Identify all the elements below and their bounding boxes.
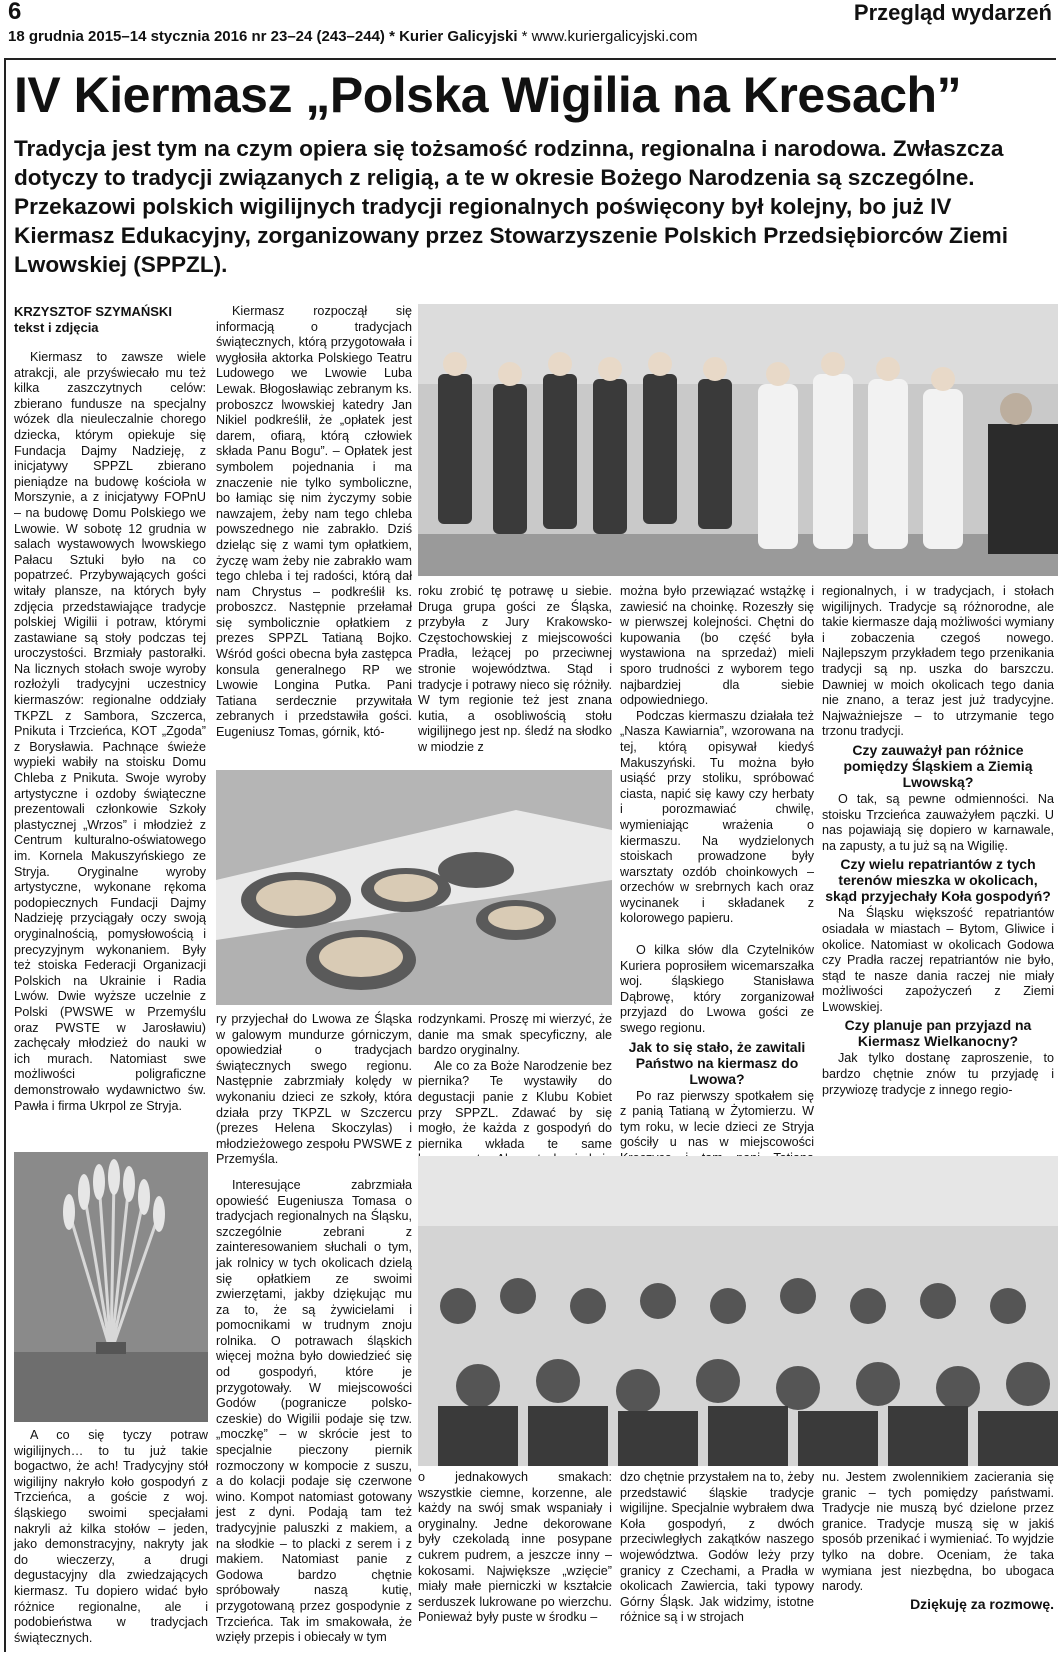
headline: IV Kiermasz „Polska Wigilia na Kresach” <box>14 67 962 123</box>
wheat-sheaf-image <box>14 1152 208 1422</box>
interview-question: Czy planuje pan przyjazd na Kiermasz Wielkanocny? <box>844 1017 1032 1050</box>
audience-photo <box>418 1156 1058 1466</box>
lead-paragraph: Tradycja jest tym na czym opiera się tożsamość rodzinna, regionalna i narodowa. Zwłaszcza dotyczy to tradycji związanych z religią, a te w okresie Bożego Narodzenia są szczególne. Przekazowi polskich wigilijnych tradycji regionalnych poświęcony był kolejny, bo już IV Kiermasz Edukacyjny, zorganizowany przez Stowarzyszenie Polskich Przedsiębiorców Ziemi Lwowskiej (SPPZL). <box>14 136 1009 277</box>
food-table-image <box>216 770 612 1005</box>
column-1-bottom <box>14 1428 208 1650</box>
paragraph: ry przyjechał do Lwowa ze Śląska w galowym mundurze górniczym, opowiedział o tradycjach świątecznych swego regionu. Następnie zabrzmiały kolędy w wykonaniu dzieci ze szkoły, która działa przy TKPZL w Szczercu (prezes Helena Skoczylas) i młodzieżowego zespołu PWSWE z Przemyśla. <box>216 1012 412 1167</box>
paragraph: można było przewiązać wstążkę i zawiesić na choinkę. Rozeszły się w pierwszej kolejności. Chętni do kupowania (bo część była wystawiona na sprzedaż) mieli sporo trudności z wyborem tego najbardziej dla siebie odpowiedniego. <box>620 584 814 708</box>
column-2-top <box>216 304 412 766</box>
paragraph: Kiermasz rozpoczął się informacją o tradycjach świątecznych, którą przygotowała i wygłosiła aktorka Polskiego Teatru Ludowego we Lwowie Luba Lewak. Błogosławiąc zebranym ks. proboszcz lwowskiej katedry Jan Nikiel podkreślił, że „opłatek jest darem, ofiarą, którą człowiek składa Panu Bogu”. – Opłatek jest symbolem pojednania i ma znaczenie nie tylko symboliczne, bo łamiąc się nim życzymy sobie nawzajem, żeby nam tego chleba powszednego nie zabrakło. Dziś dzieląc się z wami tym opłatkiem, życzę wam żeby nie zabrakło wam tego chleba i tej radości, którą dał nam Chrystus – podkreślił ks. proboszcz. Następnie przełamał się symbolicznie opłatkiem z prezes SPPZL Tatianą Bojko. Wśród gości obecna była zastępca konsula generalnego RP we Lwowie Longina Putka. Pani Tatiana serdecznie przywitała zebranych i przedstawiła gości. Eugeniusz Tomas, górnik, któ- <box>216 304 412 740</box>
column-2-bottom <box>216 1012 412 1652</box>
paragraph: Podczas kiermaszu działała też „Nasza Kawiarnia”, wzorowana na tej, którą opisywał kiedyś Makuszyński. Tu można było usiąść przy stoliku, spróbować ciasta, napić się kawy czy herbaty i porozmawiać chwilę, wymieniając wrażenia o kiermaszu. Na wydzielonych stoiskach prowadzone były warsztaty ozdób choinkowych – orzechów w srebrnych kach oraz wycinanek i składanek z kolorowego papieru. <box>620 708 814 926</box>
paragraph: roku zrobić tę potrawę u siebie. Druga grupa gości ze Śląska, przybyła z Jury Krakowsko-Częstochowskiej z miejscowości Pradła, leżącej po przeciwnej stronie województwa. Stąd i tradycje i potrawy nieco się różniły. W tym regionie też jest znana kutia, a osobliwością stołu wigilijnego jest np. śledź na słodko w miodzie z <box>418 584 612 754</box>
column-4-bottom <box>620 1470 814 1652</box>
column-5-bottom <box>822 1470 1054 1652</box>
paragraph: o jednakowych smakach: wszystkie ciemne, korzenne, ale każdy na swój smak wspaniały i oryginalny. Jedne dekorowane były czekoladą inne posypane cukrem pudrem, a jeszcze inny – kokosami. Największe „wzięcie” miały małe pierniczki w kształcie serduszek lukrowane po wierzchu. Ponieważ były puste w środku – <box>418 1470 612 1625</box>
paragraph: Ale co za Boże Narodzenie bez piernika? Te wystawiły do degustacji panie z Klubu Kobiet przy SPPZL. Zdawać by się mogło, że każda z gospodyń do piernika wkłada te same <box>418 1058 612 1151</box>
section-title: Przegląd wydarzeń <box>853 0 1052 25</box>
paragraph: rodzynkami. Proszę mi wierzyć, że danie ma smak specyficzny, ale bardzo oryginalny. <box>418 1012 612 1058</box>
author-role: tekst i zdjęcia <box>14 320 99 335</box>
interview-question: Czy zauważył pan różnice pomiędzy Śląskiem a Ziemią Lwowską? <box>843 741 1033 790</box>
paragraph: O tak, są pewne odmienności. Na stoisku Trzcieńca zauważyłem pączki. U nas pojawiają się dopiero w karnawale, na zapusty, a tu już są na Wigilię. <box>822 791 1054 853</box>
wheat-sheaf-photo <box>14 1152 208 1422</box>
column-3-mid <box>418 1012 612 1150</box>
issue-line <box>8 28 698 45</box>
audience-image <box>418 1156 1058 1466</box>
children-carol-image <box>418 304 1058 576</box>
paragraph: O kilka słów dla Czytelników Kuriera poprosiłem wicemarszałka woj. śląskiego Stanisława Dąbrowę, który zorganizował przyjazd do Lwowa gości ze swego regionu. <box>620 943 814 1036</box>
paragraph: dzo chętnie przystałem na to, żeby przedstawić śląskie tradycje wigilijne. Specjalnie wybrałem dwa Koła gospodyń, z dwóch przeciwległych zakątków naszego województwa. Godów leży przy granicy z Czechami, a Pradła w okolicach Zawiercia, taki typowy Górny Śląsk. Jak widzimy, istotne różnice są i w strojach <box>620 1470 814 1625</box>
interview-question: Czy wielu repatriantów z tych terenów mieszka w okolicach, skąd przyjechały Koła gospodyń? <box>825 856 1051 905</box>
page-number: 6 <box>8 0 22 25</box>
interview-question: Jak to się stało, że zawitali Państwo na kiermasz do Lwowa? <box>628 1038 806 1087</box>
paragraph: nu. Jestem zwolennikiem zacierania się granic – tych pomiędzy państwami. Tradycje nie muszą być dzielone przez granice. Tradycje muszą się w jakiś sposób przenikać i wymieniać. To wyjdzie tylko na dobre. Oceniam, że taka wymiana jest niezbędna, bo ubogaca narody. <box>822 1470 1054 1594</box>
issue-info: 18 grudnia 2015–14 stycznia 2016 nr 23–24 (243–244) * Kurier Galicyjski <box>8 28 518 45</box>
paragraph: Po raz pierwszy spotkałem się z panią Tatianą w Żytomierzu. W tym roku, w lecie dzieci ze Stryja gościły u nas w miejscowości <box>620 1088 814 1150</box>
paragraph: Kiermasz to zawsze wiele atrakcji, ale przyświecało mu też kilka zaszczytnych celów: zbierano fundusze na specjalny wózek dla nieuleczalnie chorego dziecka, którym opiekuje się Fundacja Dajmy Nadzieję, z inicjatywy SPPZL zbierano pieniądze na budowę kościoła w Morszynie, a z inicjatywy FOPnU – na budowę Domu Polskiego we Lwowie. W sobotę 12 grudnia w salach wystawowych lwowskiego Pałacu Sztuki było na co popatrzeć. Przybywających gości witały plansze, na których były zdjęcia przedstawiające tradycje polskiej Wigilii i potraw, którymi zastawiane są stoły podczas tej uroczystości. Brzmiały pastorałki. Na licznych stołach swoje wyroby rozłożyli tradycyjni uczestnicy kiermaszów: regionalne oddziały TKPZL z Sambora, Szczerca, Pnikuta i Trzcieńca, KOT „Zgoda” z Borysławia. Pachnące świeże wypieki wabiły na stoisku Domu Chleba z Pnikuta. Swoje wyroby artystyczne i ozdoby świąteczne prezentowali członkowie Szkoły plastycznej „Wrzos” i młodzież z Centrum kulturalno-oświatowego im. Kornela Makuszyńskiego ze Stryja. Oryginalne wyroby artystyczne, wykonane rękoma podopiecznych Fundacji Dajmy Nadzieję przyciągały oczy swoją oryginalnością, pomysłowością i precyzyjnym wykonaniem. Były też stoiska Federacji Organizacji Polskich na Ukrainie i Radia Lwów. Dwie wyższe uczelnie z Polski (PWSWE w Przemyślu oraz PWSTE w Jarosławiu) zachęcały młodzież do nauki w ich murach. Natomiast swe możliwości poligraficzne demonstrowało wydawnictwo św. Pawła i firma Ukrpol ze Stryja. <box>14 350 206 1113</box>
paragraph: Jak tylko dostanę zaproszenie, to bardzo chętnie znów tu przyjadę i przywiozę tradycje z innego regio- <box>822 1051 1054 1097</box>
food-table-photo <box>216 770 612 1005</box>
author-name: KRZYSZTOF SZYMAŃSKI <box>14 304 172 319</box>
column-5-top <box>822 584 1054 1148</box>
site-url[interactable]: * www.kuriergalicyjski.com <box>517 28 698 45</box>
paragraph: Interesujące zabrzmiała opowieść Eugeniusza Tomasa o tradycjach regionalnych na Śląsku, szczególnie zebrani z zainteresowaniem słuchali o tym, jak rolnicy w tych okolicach dzielą się opłatkiem ze swoimi zwierzętami, jakby dziękując mu za to, że są żywicielami i pomocnikami w trudnym znoju rolnika. O potrawach śląskich więcej można było dowiedzieć się od gospodyń, które je przygotowały. W miejscowości Godów (pogranicze polsko-czeskie) do Wigilii podaje się tzw. „moczkę” – w skrócie jest to specjalnie pieczony piernik rozmoczony w kompocie z suszu, a do kolacji podaje się czerwone wino. Kompot natomiast gotowany jest z dyni. Podają tam też tradycyjnie paluszki z makiem, a na słodkie – to placki z serem i z makiem. Natomiast panie z Godowa bardzo chętnie spróbowały naszą kutię, przygotowaną przez gospodynie z Trzcieńca. Tak im smakowała, że wzięły przepis i obiecały w tym <box>216 1177 412 1645</box>
closing-line: Dziękuję za rozmowę. <box>910 1595 1054 1612</box>
paragraph: regionalnych, i w tradycjach, i stołach wigilijnych. Tradycje są różnorodne, ale takie kiermasze dają możliwości wymiany i zobaczenia czegoś nowego. Najlepszym przykładem tego przenikania tradycji są np. uszka do barszczu. Dawniej w moich okolicach tego dania nie znano, a teraz jest już tradycyjne. Najważniejsze – to utrzymanie tego trzonu tradycji. <box>822 584 1054 739</box>
column-3-bottom <box>418 1470 612 1652</box>
paragraph: A co się tyczy potraw wigilijnych… to tu już takie bogactwo, że ach! Tradycyjny stół wigilijny nakryło koło gospodyń z Trzcieńca, a goście z woj. śląskiego swoimi specjałami nakryli aż kilka stołów – jeden, jako demonstracyjny, nakryty jak do wieczerzy, a drugi degustacyjny dla zwiedzających kiermasz. Tu dopiero widać było różnice regionalne, ale i podobieństwa w tradycjach świątecznych. <box>14 1428 208 1645</box>
column-3-top <box>418 584 612 768</box>
column-4-top <box>620 584 814 1148</box>
paragraph: Na Śląsku większość repatriantów osiadała w miastach – Bytom, Gliwice i okolice. Natomiast w okolicach Godowa czy Pradła raczej repatriantów nie było, stąd te nasze dania raczej nie miały możliwości zapożyczeń z Ziemi Lwowskiej. <box>822 906 1054 1014</box>
children-carol-photo <box>418 304 1058 576</box>
